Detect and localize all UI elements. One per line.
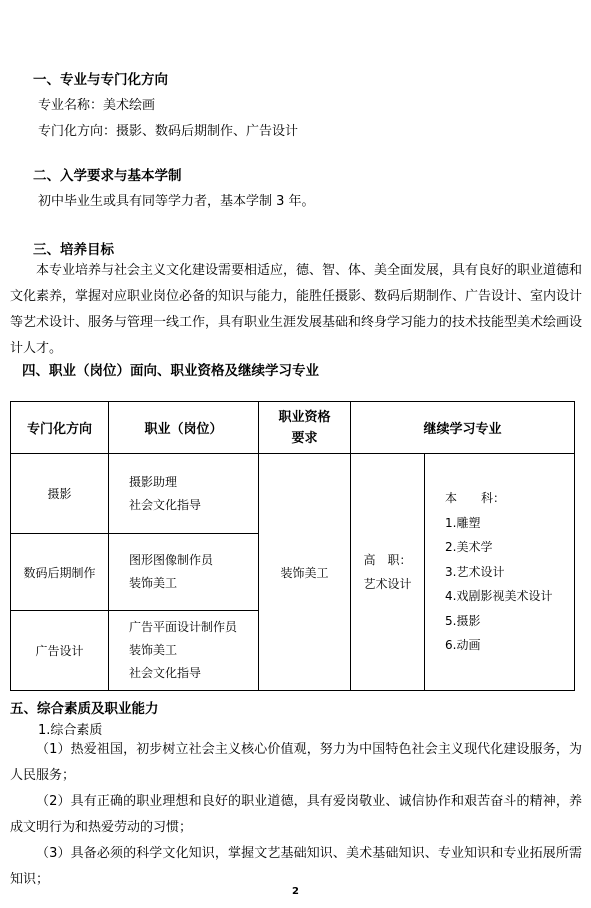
quality-item-3: （3）具备必须的科学文化知识，掌握文艺基础知识、美术基础知识、专业知识和专业拓展所需知识； [10, 846, 582, 887]
admission-text: 初中毕业生或具有同等学力者，基本学制 3 年。 [38, 194, 315, 209]
section-1-heading: 一、专业与专门化方向 [33, 72, 168, 88]
table-header-row [11, 402, 575, 454]
section-5-heading: 五、综合素质及职业能力 [10, 701, 159, 717]
header-job: 职业（岗位） [109, 402, 259, 454]
vocational-label: 高 职： [363, 553, 412, 567]
direction-cell: 摄影 [11, 454, 109, 534]
page-number: 2 [292, 886, 299, 897]
undergrad-item: 3.艺术设计 [445, 564, 505, 579]
header-qualification: 职业资格 要求 [259, 402, 351, 454]
job-item: 社会文化指导 [129, 666, 202, 680]
job-item: 广告平面设计制作员 [129, 620, 238, 634]
job-item: 图形图像制作员 [129, 553, 214, 567]
header-further-study: 继续学习专业 [351, 402, 575, 454]
job-item: 装饰美工 [129, 576, 178, 590]
vocational-major: 艺术设计 [363, 577, 412, 591]
header-direction: 专门化方向 [11, 402, 109, 454]
undergrad-item: 4.戏剧影视美术设计 [445, 589, 553, 604]
quality-item-1: （1）热爱祖国，初步树立社会主义核心价值观，努力为中国特色社会主义现代化建设服务，为人民服务； [10, 742, 582, 783]
quality-item-2: （2）具有正确的职业理想和良好的职业道德，具有爱岗敬业、诚信协作和艰苦奋斗的精神，养成文明行为和热爱劳动的习惯； [10, 794, 582, 835]
undergrad-item: 6.动画 [445, 638, 481, 653]
vocational-cell [351, 454, 425, 691]
job-item: 社会文化指导 [129, 497, 202, 512]
jobs-cell [109, 611, 259, 691]
direction-cell: 广告设计 [11, 611, 109, 691]
subsection-title: 1.综合素质 [38, 723, 103, 738]
jobs-cell [109, 454, 259, 534]
undergrad-item: 1.雕塑 [445, 515, 481, 530]
section-3-heading: 三、培养目标 [33, 242, 114, 258]
undergrad-cell [425, 454, 575, 691]
undergrad-item: 5.摄影 [445, 613, 481, 628]
direction-cell: 数码后期制作 [11, 534, 109, 611]
undergrad-item: 2.美术学 [445, 540, 493, 555]
job-item: 装饰美工 [129, 643, 178, 657]
major-name: 专业名称：美术绘画 [38, 98, 156, 113]
job-item: 摄影助理 [129, 474, 178, 489]
specialization-directions: 专门化方向：摄影、数码后期制作、广告设计 [38, 124, 299, 139]
qualification-cell: 装饰美工 [259, 454, 351, 691]
undergrad-title: 本 科： [445, 491, 506, 506]
jobs-cell [109, 534, 259, 611]
table-row [11, 454, 575, 534]
training-goal-paragraph: 本专业培养与社会主义文化建设需要相适应，德、智、体、美全面发展，具有良好的职业道德和文化素养，掌握对应职业岗位必备的知识与能力，能胜任摄影、数码后期制作、广告设计、室内设计等艺术设计、服务与管理一线工作，具有职业生涯发展基础和终身学习能力的技术技能型美术绘画设计人才。 [10, 263, 583, 356]
career-table [10, 401, 575, 691]
section-4-heading: 四、职业（岗位）面向、职业资格及继续学习专业 [22, 363, 319, 379]
section-2-heading: 二、入学要求与基本学制 [33, 168, 182, 184]
